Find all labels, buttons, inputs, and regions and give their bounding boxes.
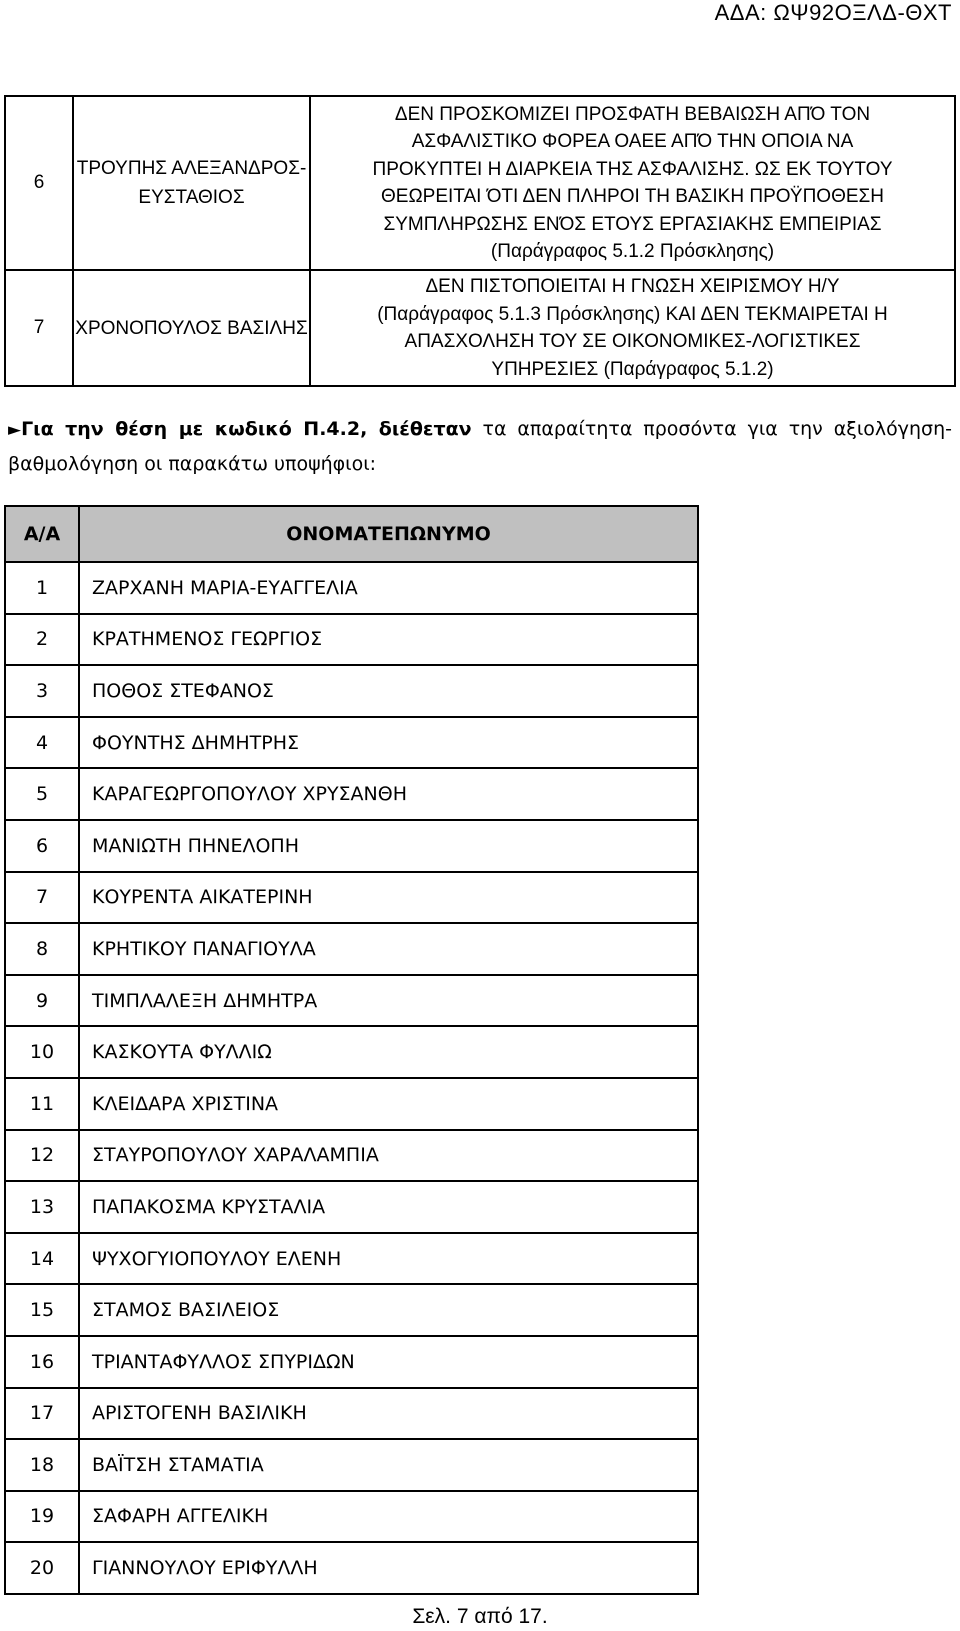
candidate-name: ΣΤΑΜΟΣ ΒΑΣΙΛΕΙΟΣ [79,1284,698,1336]
row-number: 14 [5,1233,79,1285]
table-row [5,270,955,386]
row-number: 13 [5,1181,79,1233]
reason-line: ΔΕΝ ΠΙΣΤΟΠΟΙΕΙΤΑΙ Η ΓΝΩΣΗ ΧΕΙΡΙΣΜΟΥ Η/Υ [425,276,840,297]
row-number: 6 [5,820,79,872]
candidate-name: ΦΟΥΝΤΗΣ ΔΗΜΗΤΡΗΣ [79,717,698,769]
table-row [5,96,955,270]
table-row [5,1491,698,1543]
reason-line: ΑΣΦΑΛΙΣΤΙΚΟ ΦΟΡΕΑ ΟΑΕΕ ΑΠΌ ΤΗΝ ΟΠΟΙΑ ΝΑ [411,131,854,152]
row-number: 20 [5,1542,79,1594]
row-number: 2 [5,614,79,666]
ada-code: ΑΔΑ: ΩΨ92ΟΞΛΔ-ΘΧΤ [714,0,952,25]
table-row [5,1439,698,1491]
reason-line: ΘΕΩΡΕΙΤΑΙ ΌΤΙ ΔΕΝ ΠΛΗΡΟΙ ΤΗ ΒΑΣΙΚΗ ΠΡΟΫΠΟΘΕΣΗ [381,186,884,207]
row-number: 7 [5,872,79,924]
table-header-row [5,506,698,562]
paragraph-text: τα απαραίτητα προσόντα για την αξιολόγηση-βαθμολόγηση οι παρακάτω υποψήφιοι: [8,418,952,475]
name-line: ΕΥΣΤΑΘΙΟΣ [138,187,245,208]
reason-line: (Παράγραφος 5.1.3 Πρόσκλησης) ΚΑΙ ΔΕΝ ΤΕΚΜΑΙΡΕΤΑΙ Η [377,303,888,325]
arrow-icon: ► [8,420,22,440]
candidate-name: ΖΑΡΧΑΝΗ ΜΑΡΙΑ-ΕΥΑΓΓΕΛΙΑ [79,562,698,614]
position-paragraph [8,412,952,481]
table-row [5,1336,698,1388]
candidate-name: ΚΑΡΑΓΕΩΡΓΟΠΟΥΛΟΥ ΧΡΥΣΑΝΘΗ [79,768,698,820]
row-number: 1 [5,562,79,614]
candidate-name: ΤΡΙΑΝΤΑΦΥΛΛΟΣ ΣΠΥΡΙΔΩΝ [79,1336,698,1388]
candidate-name: ΠΑΠΑΚΟΣΜΑ ΚΡΥΣΤΑΛΙΑ [79,1181,698,1233]
row-number: 9 [5,975,79,1027]
row-number: 12 [5,1130,79,1182]
candidates-table [4,505,699,1595]
row-number: 11 [5,1078,79,1130]
reason-line: ΑΠΑΣΧΟΛΗΣΗ ΤΟΥ ΣΕ ΟΙΚΟΝΟΜΙΚΕΣ-ΛΟΓΙΣΤΙΚΕΣ [404,331,861,352]
candidate-name: ΠΟΘΟΣ ΣΤΕΦΑΝΟΣ [79,665,698,717]
candidate-name: ΚΡΑΤΗΜΕΝΟΣ ΓΕΩΡΓΙΟΣ [79,614,698,666]
table-row [5,872,698,924]
table-row [5,1233,698,1285]
rejection-reason [310,270,955,386]
candidate-name: ΑΡΙΣΤΟΓΕΝΗ ΒΑΣΙΛΙΚΗ [79,1388,698,1440]
reason-line: ΣΥΜΠΛΗΡΩΣΗΣ ΕΝΌΣ ΕΤΟΥΣ ΕΡΓΑΣΙΑΚΗΣ ΕΜΠΕΙΡΙΑΣ [383,213,882,235]
header-aa: Α/Α [5,506,79,562]
row-number: 16 [5,1336,79,1388]
paragraph-bold: Για την θέση με κωδικό Π.4.2, διέθεταν [21,418,472,440]
table-row [5,923,698,975]
table-row [5,562,698,614]
candidate-name: ΚΑΣΚΟΥΤΑ ΦΥΛΛΙΩ [79,1026,698,1078]
reason-line: ΠΡΟΚΥΠΤΕΙ Η ΔΙΑΡΚΕΙΑ ΤΗΣ ΑΣΦΑΛΙΣΗΣ. ΩΣ ΕΚ ΤΟΥΤΟΥ [372,158,893,180]
table-row [5,614,698,666]
row-number: 7 [5,270,73,386]
row-number: 4 [5,717,79,769]
header-name: ΟΝΟΜΑΤΕΠΩΝΥΜΟ [79,506,698,562]
table-row [5,1026,698,1078]
table-row [5,1181,698,1233]
table-row [5,1284,698,1336]
rejection-reason [310,96,955,270]
reason-line: ΔΕΝ ΠΡΟΣΚΟΜΙΖΕΙ ΠΡΟΣΦΑΤΗ ΒΕΒΑΙΩΣΗ ΑΠΌ ΤΟΝ [394,103,871,125]
candidate-name: ΣΑΦΑΡΗ ΑΓΓΕΛΙΚΗ [79,1491,698,1543]
candidate-name: ΜΑΝΙΩΤΗ ΠΗΝΕΛΟΠΗ [79,820,698,872]
candidate-name: ΨΥΧΟΓΥΙΟΠΟΥΛΟΥ ΕΛΕΝΗ [79,1233,698,1285]
name-line: ΤΡΟΥΠΗΣ ΑΛΕΞΑΝΔΡΟΣ- [76,158,307,179]
candidate-name: ΣΤΑΥΡΟΠΟΥΛΟΥ ΧΑΡΑΛΑΜΠΙΑ [79,1130,698,1182]
table-row [5,768,698,820]
row-number: 17 [5,1388,79,1440]
candidate-name [73,96,310,270]
candidate-name: ΚΡΗΤΙΚΟΥ ΠΑΝΑΓΙΟΥΛΑ [79,923,698,975]
row-number: 5 [5,768,79,820]
row-number: 10 [5,1026,79,1078]
name-line: ΧΡΟΝΟΠΟΥΛΟΣ ΒΑΣΙΛΗΣ [75,317,308,339]
candidate-name: ΚΟΥΡΕΝΤΑ ΑΙΚΑΤΕΡΙΝΗ [79,872,698,924]
table-row [5,665,698,717]
row-number: 3 [5,665,79,717]
rejected-candidates-table [4,95,956,387]
candidate-name: ΒΑΪΤΣΗ ΣΤΑΜΑΤΙΑ [79,1439,698,1491]
table-row [5,717,698,769]
candidate-name [73,270,310,386]
candidate-name: ΤΙΜΠΛΑΛΕΞΗ ΔΗΜΗΤΡΑ [79,975,698,1027]
table-row [5,975,698,1027]
candidate-name: ΓΙΑΝΝΟΥΛΟΥ ΕΡΙΦΥΛΛΗ [79,1542,698,1594]
row-number: 15 [5,1284,79,1336]
table-row [5,1130,698,1182]
table-row [5,1542,698,1594]
row-number: 18 [5,1439,79,1491]
table-row [5,820,698,872]
candidate-name: ΚΛΕΙΔΑΡΑ ΧΡΙΣΤΙΝΑ [79,1078,698,1130]
table-row [5,1078,698,1130]
row-number: 8 [5,923,79,975]
reason-line: (Παράγραφος 5.1.2 Πρόσκλησης) [490,241,775,262]
row-number: 6 [5,96,73,270]
reason-line: ΥΠΗΡΕΣΙΕΣ (Παράγραφος 5.1.2) [491,358,774,380]
row-number: 19 [5,1491,79,1543]
table-row [5,1388,698,1440]
page-number: Σελ. 7 από 17. [412,1605,548,1628]
